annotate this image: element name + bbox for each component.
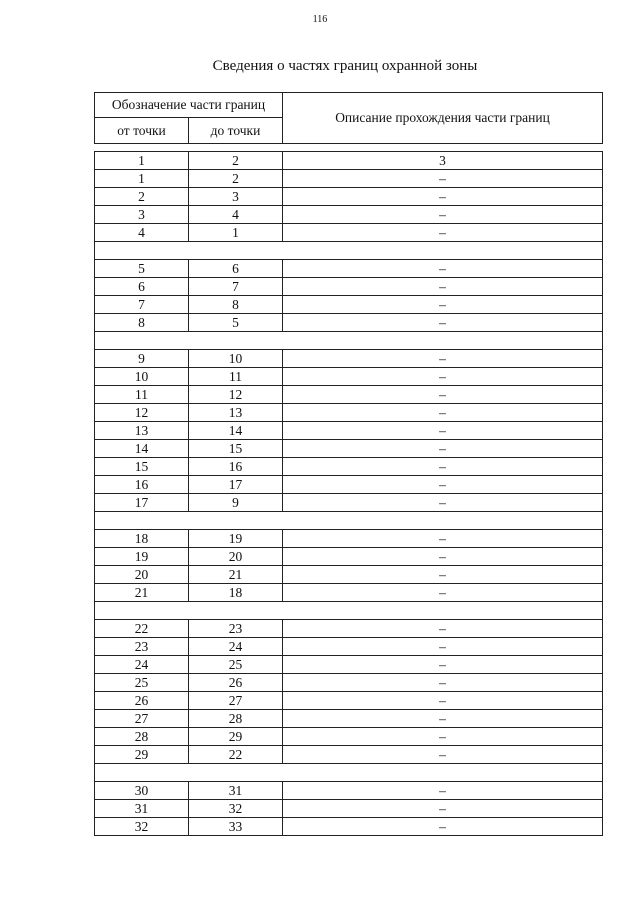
description-cell: – bbox=[283, 296, 603, 314]
description-cell: – bbox=[283, 476, 603, 494]
table-row bbox=[95, 620, 603, 638]
from-point-cell: 30 bbox=[95, 782, 189, 800]
header-to-point: до точки bbox=[189, 118, 283, 144]
description-cell: – bbox=[283, 170, 603, 188]
description-cell: – bbox=[283, 728, 603, 746]
table-row bbox=[95, 296, 603, 314]
to-point-cell: 26 bbox=[189, 674, 283, 692]
description-cell: – bbox=[283, 620, 603, 638]
to-point-cell: 8 bbox=[189, 296, 283, 314]
boundary-table bbox=[94, 92, 603, 836]
to-point-cell: 24 bbox=[189, 638, 283, 656]
header-boundary-designation: Обозначение части границ bbox=[95, 93, 283, 118]
table-row bbox=[95, 404, 603, 422]
page-number: 116 bbox=[312, 14, 328, 25]
description-cell: – bbox=[283, 530, 603, 548]
description-cell: – bbox=[283, 386, 603, 404]
to-point-cell: 29 bbox=[189, 728, 283, 746]
to-point-cell: 25 bbox=[189, 656, 283, 674]
from-point-cell: 3 bbox=[95, 206, 189, 224]
description-cell: – bbox=[283, 710, 603, 728]
table-row bbox=[95, 800, 603, 818]
to-point-cell: 15 bbox=[189, 440, 283, 458]
description-cell: – bbox=[283, 548, 603, 566]
numbering-cell: 3 bbox=[283, 152, 603, 170]
to-point-cell: 14 bbox=[189, 422, 283, 440]
from-point-cell: 29 bbox=[95, 746, 189, 764]
group-separator-row bbox=[95, 602, 603, 620]
description-cell: – bbox=[283, 674, 603, 692]
to-point-cell: 17 bbox=[189, 476, 283, 494]
from-point-cell: 23 bbox=[95, 638, 189, 656]
table-row bbox=[95, 584, 603, 602]
description-cell: – bbox=[283, 584, 603, 602]
table-row bbox=[95, 224, 603, 242]
to-point-cell: 4 bbox=[189, 206, 283, 224]
to-point-cell: 32 bbox=[189, 800, 283, 818]
table-row bbox=[95, 170, 603, 188]
to-point-cell: 5 bbox=[189, 314, 283, 332]
table-row bbox=[95, 278, 603, 296]
table-row bbox=[95, 530, 603, 548]
description-cell: – bbox=[283, 800, 603, 818]
table-row bbox=[95, 746, 603, 764]
description-cell: – bbox=[283, 314, 603, 332]
description-cell: – bbox=[283, 494, 603, 512]
from-point-cell: 11 bbox=[95, 386, 189, 404]
from-point-cell: 4 bbox=[95, 224, 189, 242]
from-point-cell: 28 bbox=[95, 728, 189, 746]
table-row bbox=[95, 638, 603, 656]
table-row bbox=[95, 692, 603, 710]
to-point-cell: 13 bbox=[189, 404, 283, 422]
to-point-cell: 28 bbox=[189, 710, 283, 728]
description-cell: – bbox=[283, 692, 603, 710]
from-point-cell: 5 bbox=[95, 260, 189, 278]
to-point-cell: 22 bbox=[189, 746, 283, 764]
table-row bbox=[95, 728, 603, 746]
description-cell: – bbox=[283, 566, 603, 584]
group-separator-row bbox=[95, 242, 603, 260]
table-row bbox=[95, 566, 603, 584]
numbering-cell: 2 bbox=[189, 152, 283, 170]
description-cell: – bbox=[283, 206, 603, 224]
numbering-row bbox=[95, 152, 603, 170]
from-point-cell: 19 bbox=[95, 548, 189, 566]
to-point-cell: 20 bbox=[189, 548, 283, 566]
table-row bbox=[95, 710, 603, 728]
header-from-point: от точки bbox=[95, 118, 189, 144]
from-point-cell: 32 bbox=[95, 818, 189, 836]
description-cell: – bbox=[283, 224, 603, 242]
table-row bbox=[95, 368, 603, 386]
to-point-cell: 33 bbox=[189, 818, 283, 836]
table-row bbox=[95, 548, 603, 566]
to-point-cell: 10 bbox=[189, 350, 283, 368]
description-cell: – bbox=[283, 368, 603, 386]
to-point-cell: 27 bbox=[189, 692, 283, 710]
from-point-cell: 13 bbox=[95, 422, 189, 440]
from-point-cell: 12 bbox=[95, 404, 189, 422]
from-point-cell: 2 bbox=[95, 188, 189, 206]
description-cell: – bbox=[283, 656, 603, 674]
to-point-cell: 6 bbox=[189, 260, 283, 278]
description-cell: – bbox=[283, 746, 603, 764]
table-row bbox=[95, 206, 603, 224]
table-body bbox=[95, 144, 603, 836]
table-row bbox=[95, 818, 603, 836]
to-point-cell: 9 bbox=[189, 494, 283, 512]
table-row bbox=[95, 440, 603, 458]
from-point-cell: 15 bbox=[95, 458, 189, 476]
table-row bbox=[95, 476, 603, 494]
from-point-cell: 16 bbox=[95, 476, 189, 494]
to-point-cell: 1 bbox=[189, 224, 283, 242]
table-row bbox=[95, 422, 603, 440]
from-point-cell: 10 bbox=[95, 368, 189, 386]
description-cell: – bbox=[283, 458, 603, 476]
from-point-cell: 9 bbox=[95, 350, 189, 368]
from-point-cell: 18 bbox=[95, 530, 189, 548]
description-cell: – bbox=[283, 440, 603, 458]
from-point-cell: 17 bbox=[95, 494, 189, 512]
table-row bbox=[95, 314, 603, 332]
from-point-cell: 14 bbox=[95, 440, 189, 458]
from-point-cell: 27 bbox=[95, 710, 189, 728]
to-point-cell: 2 bbox=[189, 170, 283, 188]
to-point-cell: 21 bbox=[189, 566, 283, 584]
to-point-cell: 31 bbox=[189, 782, 283, 800]
description-cell: – bbox=[283, 782, 603, 800]
to-point-cell: 3 bbox=[189, 188, 283, 206]
to-point-cell: 16 bbox=[189, 458, 283, 476]
table-row bbox=[95, 386, 603, 404]
from-point-cell: 21 bbox=[95, 584, 189, 602]
table-row bbox=[95, 188, 603, 206]
group-separator-row bbox=[95, 332, 603, 350]
table-row bbox=[95, 260, 603, 278]
from-point-cell: 25 bbox=[95, 674, 189, 692]
table-row bbox=[95, 782, 603, 800]
from-point-cell: 31 bbox=[95, 800, 189, 818]
description-cell: – bbox=[283, 422, 603, 440]
description-cell: – bbox=[283, 188, 603, 206]
group-separator-row bbox=[95, 512, 603, 530]
description-cell: – bbox=[283, 278, 603, 296]
document-title: Сведения о частях границ охранной зоны bbox=[212, 58, 478, 74]
header-boundary-description: Описание прохождения части границ bbox=[283, 93, 603, 144]
from-point-cell: 7 bbox=[95, 296, 189, 314]
description-cell: – bbox=[283, 818, 603, 836]
from-point-cell: 8 bbox=[95, 314, 189, 332]
description-cell: – bbox=[283, 638, 603, 656]
description-cell: – bbox=[283, 260, 603, 278]
from-point-cell: 1 bbox=[95, 170, 189, 188]
from-point-cell: 6 bbox=[95, 278, 189, 296]
from-point-cell: 22 bbox=[95, 620, 189, 638]
to-point-cell: 7 bbox=[189, 278, 283, 296]
group-separator-row bbox=[95, 764, 603, 782]
to-point-cell: 11 bbox=[189, 368, 283, 386]
to-point-cell: 23 bbox=[189, 620, 283, 638]
table-row bbox=[95, 350, 603, 368]
from-point-cell: 20 bbox=[95, 566, 189, 584]
table-row bbox=[95, 656, 603, 674]
from-point-cell: 26 bbox=[95, 692, 189, 710]
to-point-cell: 12 bbox=[189, 386, 283, 404]
to-point-cell: 18 bbox=[189, 584, 283, 602]
description-cell: – bbox=[283, 404, 603, 422]
description-cell: – bbox=[283, 350, 603, 368]
numbering-cell: 1 bbox=[95, 152, 189, 170]
table-row bbox=[95, 674, 603, 692]
to-point-cell: 19 bbox=[189, 530, 283, 548]
table-row bbox=[95, 494, 603, 512]
table-gap bbox=[95, 144, 603, 152]
from-point-cell: 24 bbox=[95, 656, 189, 674]
table-row bbox=[95, 458, 603, 476]
